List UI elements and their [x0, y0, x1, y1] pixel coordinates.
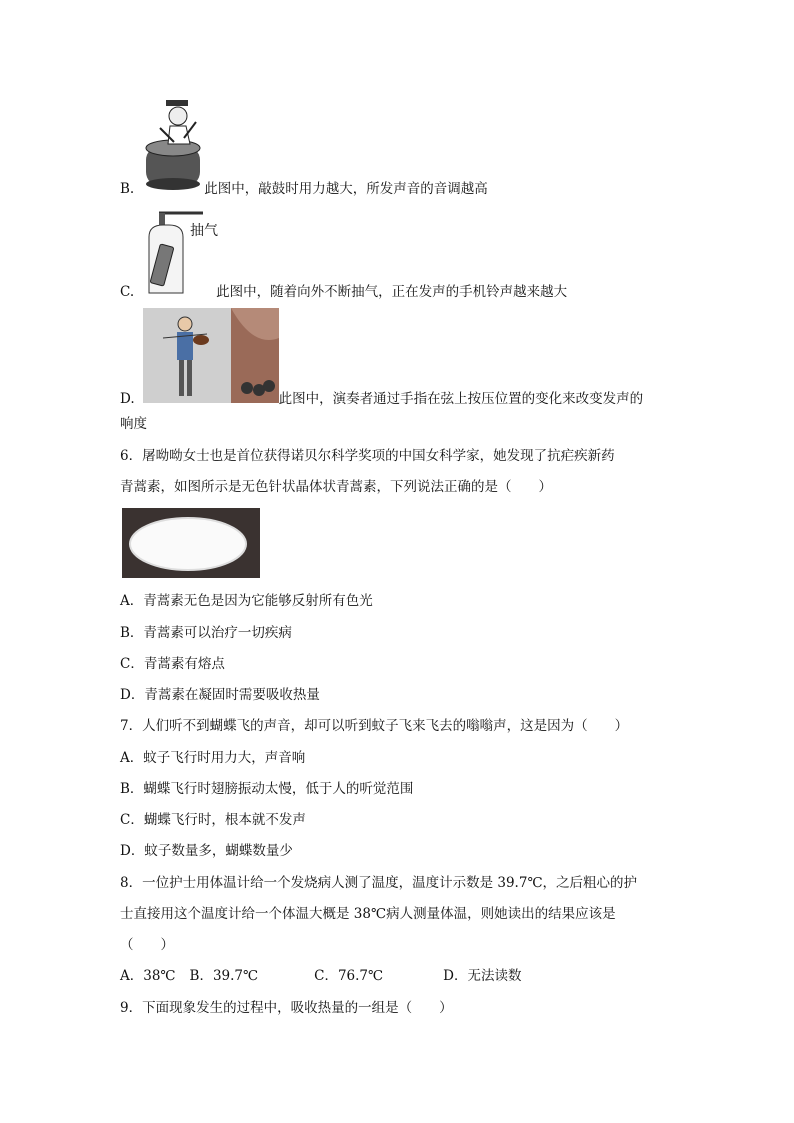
q8-stem-line-3: （ ）	[120, 937, 174, 953]
q8-option-d: D．无法读数	[443, 968, 522, 984]
option-b	[120, 180, 488, 198]
option-c-label: C.	[120, 284, 135, 300]
violinist-figure	[143, 308, 279, 403]
option-d-text-2: 响度	[120, 416, 147, 432]
q6-option-d: D．青蒿素在凝固时需要吸收热量	[120, 687, 320, 703]
q6-stem-line-2: 青蒿素，如图所示是无色针状晶体状青蒿素，下列说法正确的是（ ）	[120, 479, 552, 495]
q7-option-a: A．蚊子飞行时用力大，声音响	[120, 750, 306, 766]
option-d	[120, 390, 643, 408]
q9-stem: 9．下面现象发生的过程中，吸收热量的一组是（ ）	[120, 1000, 453, 1016]
q8-option-a: A．38℃	[120, 968, 176, 984]
bell-jar-figure	[143, 207, 223, 295]
q6-option-a: A．青蒿素无色是因为它能够反射所有色光	[120, 593, 373, 609]
artemisinin-photo	[122, 508, 260, 578]
q8-option-c: C．76.7℃	[314, 968, 384, 984]
option-b-label: B.	[120, 181, 135, 197]
option-d-text-1: 此图中，演奏者通过手指在弦上按压位置的变化来改变发声的	[278, 391, 644, 407]
q8-option-b: B．39.7℃	[189, 968, 259, 984]
pump-label: 抽气	[190, 223, 218, 239]
q6-option-c: C．青蒿素有熔点	[120, 656, 225, 672]
q7-option-c: C．蝴蝶飞行时，根本就不发声	[120, 812, 306, 828]
option-b-text: 此图中，敲鼓时用力越大，所发声音的音调越高	[204, 181, 488, 197]
option-c	[120, 283, 567, 301]
q8-stem-line-1: 8．一位护士用体温计给一个发烧病人测了温度，温度计示数是 39.7℃，之后粗心的护	[120, 875, 638, 891]
option-c-text: 此图中，随着向外不断抽气，正在发声的手机铃声越来越大	[216, 284, 568, 300]
q7-stem: 7．人们听不到蝴蝶飞的声音，却可以听到蚊子飞来飞去的嗡嗡声，这是因为（ ）	[120, 718, 629, 734]
q6-option-b: B．青蒿素可以治疗一切疾病	[120, 625, 292, 641]
drummer-figure	[140, 98, 206, 192]
q7-option-d: D．蚊子数量多，蝴蝶数量少	[120, 843, 293, 859]
option-d-label: D.	[120, 391, 135, 407]
q6-stem-line-1: 6．屠呦呦女士也是首位获得诺贝尔科学奖项的中国女科学家，她发现了抗疟疾新药	[120, 448, 615, 464]
q8-stem-line-2: 士直接用这个温度计给一个体温大概是 38℃病人测量体温，则她读出的结果应该是	[120, 906, 616, 922]
q7-option-b: B．蝴蝶飞行时翅膀振动太慢，低于人的听觉范围	[120, 781, 414, 797]
q8-options	[120, 967, 521, 985]
